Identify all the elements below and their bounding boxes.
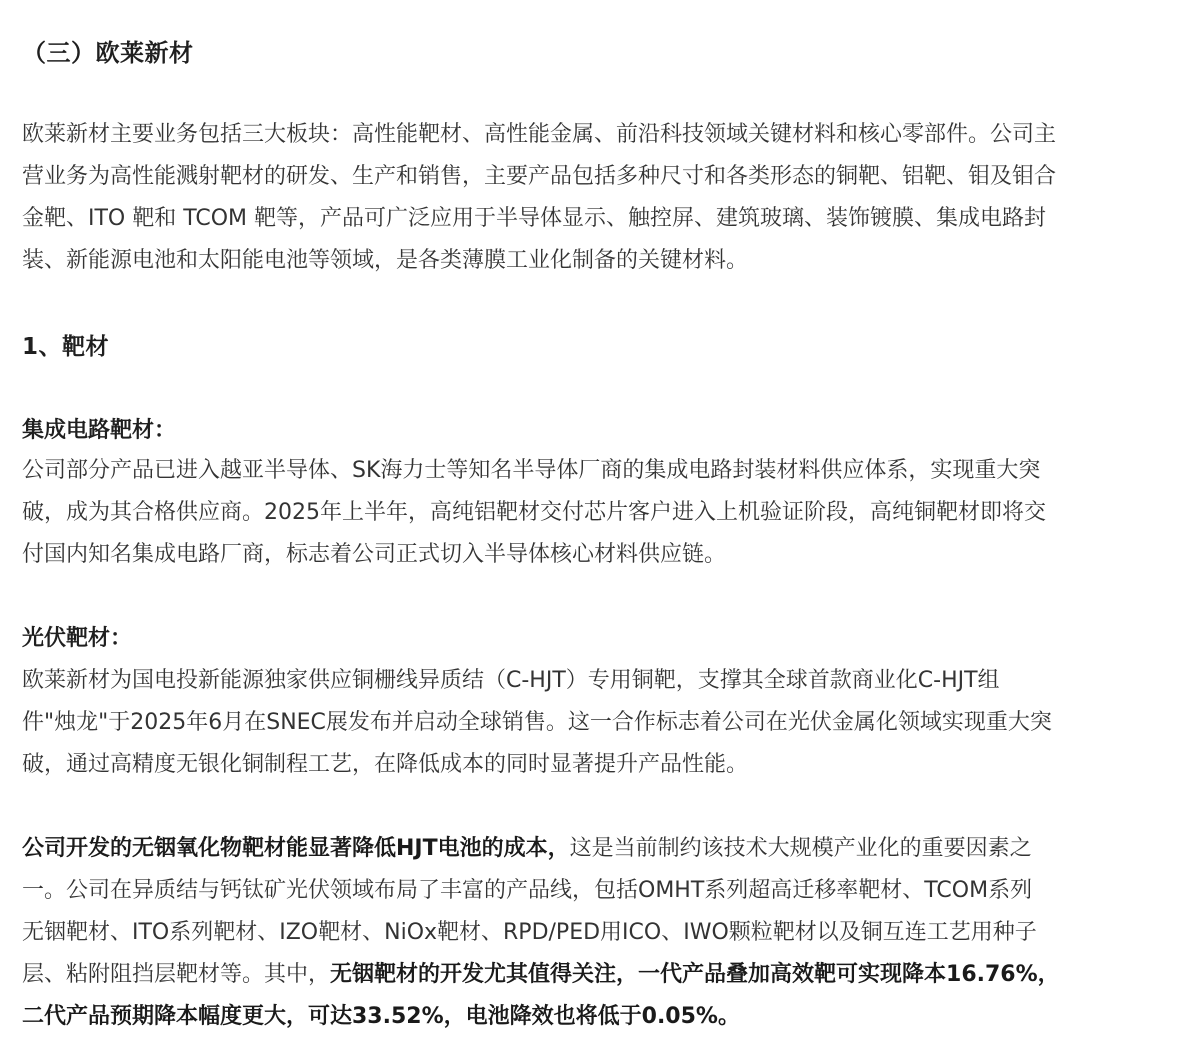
indium-free-line: 无铟靶材、ITO系列靶材、IZO靶材、NiOx靶材、RPD/PED用ICO、IWO颗粒靶材以及铜互连工艺用种子 [22, 920, 1037, 945]
indium-free-line [22, 828, 1192, 870]
indium-free-text: 这是当前制约该技术大规模产业化的重要因素之 [569, 836, 1032, 861]
indium-free-highlight-line: 二代产品预期降本幅度更大，可达33.52%，电池降效也将低于0.05%。 [22, 1004, 740, 1029]
subsection-title: 1、靶材 [22, 334, 110, 360]
intro-line: 营业务为高性能溅射靶材的研发、生产和销售，主要产品包括多种尺寸和各类形态的铜靶、铝靶、钼及钼合 [22, 164, 1057, 189]
indium-free-text: 层、粘附阻挡层靶材等。其中， [22, 962, 331, 987]
section-title: （三）欧莱新材 [22, 39, 194, 67]
intro-line: 欧莱新材主要业务包括三大板块：高性能靶材、高性能金属、前沿科技领域关键材料和核心零部件。公司主 [22, 122, 1057, 147]
intro-line: 金靶、ITO 靶和 TCOM 靶等，产品可广泛应用于半导体显示、触控屏、建筑玻璃、装饰镀膜、集成电路封 [22, 206, 1047, 231]
pv-target-paragraph [22, 660, 1192, 786]
pv-target-line: 破，通过高精度无银化铜制程工艺，在降低成本的同时显著提升产品性能。 [22, 752, 749, 777]
ic-target-paragraph [22, 450, 1192, 576]
indium-free-paragraph [22, 828, 1192, 1038]
pv-target-line: 件"烛龙"于2025年6月在SNEC展发布并启动全球销售。这一合作标志着公司在光伏金属化领域实现重大突 [22, 710, 1052, 735]
ic-target-line: 公司部分产品已进入越亚半导体、SK海力士等知名半导体厂商的集成电路封装材料供应体系，实现重大突 [22, 458, 1041, 483]
intro-line: 装、新能源电池和太阳能电池等领域，是各类薄膜工业化制备的关键材料。 [22, 248, 749, 273]
indium-free-line [22, 954, 1192, 996]
indium-free-highlight: 公司开发的无铟氧化物靶材能显著降低HJT电池的成本， [22, 836, 570, 861]
ic-target-label: 集成电路靶材： [22, 418, 177, 443]
pv-target-line: 欧莱新材为国电投新能源独家供应铜栅线异质结（C-HJT）专用铜靶，支撑其全球首款商业化C-HJT组 [22, 668, 1000, 693]
pv-target-label: 光伏靶材： [22, 626, 133, 651]
indium-free-highlight: 无铟靶材的开发尤其值得关注，一代产品叠加高效靶可实现降本16.76%， [330, 962, 1060, 987]
ic-target-line: 破，成为其合格供应商。2025年上半年，高纯铝靶材交付芯片客户进入上机验证阶段，高纯铜靶材即将交 [22, 500, 1046, 525]
intro-paragraph [22, 114, 1192, 282]
ic-target-line: 付国内知名集成电路厂商，标志着公司正式切入半导体核心材料供应链。 [22, 542, 727, 567]
indium-free-line: 一。公司在异质结与钙钛矿光伏领域布局了丰富的产品线，包括OMHT系列超高迁移率靶材、TCOM系列 [22, 878, 1033, 903]
